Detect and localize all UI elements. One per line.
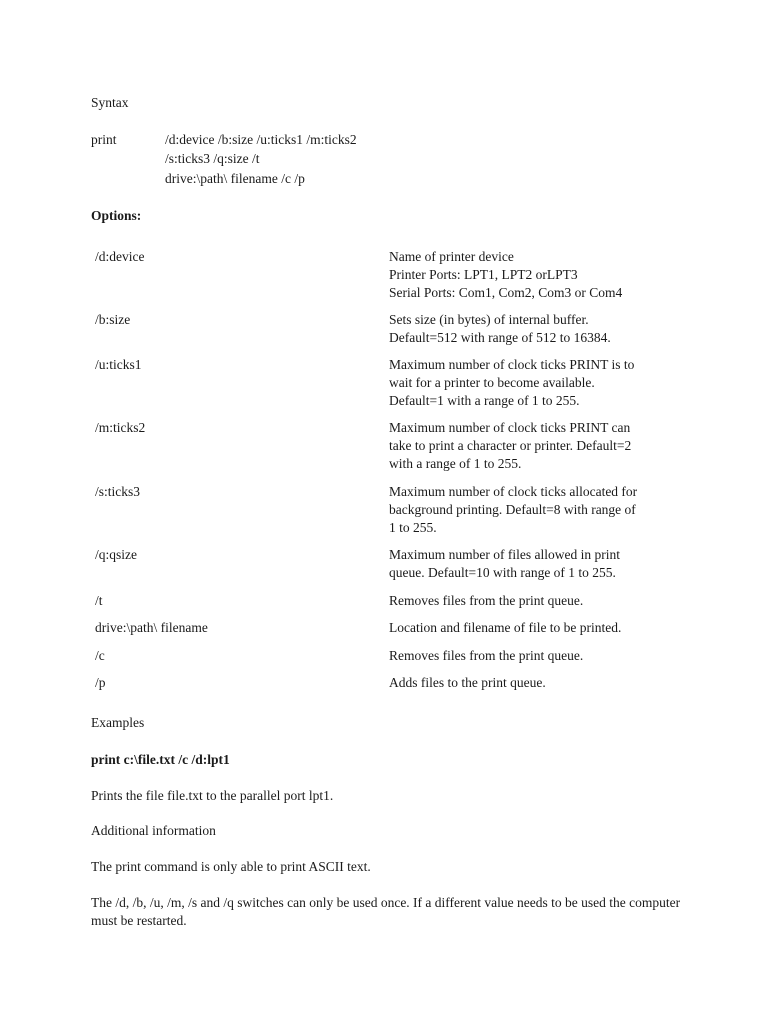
additional-heading: Additional information — [91, 823, 216, 838]
option-desc-line: Maximum number of clock ticks PRINT is to — [389, 357, 635, 372]
option-desc-line: Location and filename of file to be printed. — [389, 620, 622, 635]
option-description — [389, 647, 679, 665]
option-description — [389, 546, 679, 582]
option-param: /c — [95, 648, 105, 663]
option-param: /t — [95, 593, 103, 608]
option-desc-line: Removes files from the print queue. — [389, 648, 584, 663]
option-param: /b:size — [95, 312, 131, 327]
option-desc-line: Default=1 with a range of 1 to 255. — [389, 393, 580, 408]
option-description — [389, 311, 679, 347]
syntax-command: print — [91, 132, 117, 147]
option-desc-line: Maximum number of clock ticks allocated for — [389, 484, 638, 499]
option-desc-line: wait for a printer to become available. — [389, 375, 595, 390]
additional-note-2: The /d, /b, /u, /m, /s and /q switches can only be used once. If a different value needs to be used the computer must be restarted. — [91, 895, 681, 928]
option-desc-line: with a range of 1 to 255. — [389, 456, 522, 471]
option-description — [389, 248, 679, 302]
option-param: drive:\path\ filename — [95, 620, 208, 635]
option-description — [389, 483, 679, 537]
syntax-line-3: drive:\path\ filename /c /p — [165, 171, 305, 186]
syntax-line-2: /s:ticks3 /q:size /t — [165, 151, 260, 166]
option-desc-line: queue. Default=10 with range of 1 to 255. — [389, 565, 616, 580]
syntax-line-1: /d:device /b:size /u:ticks1 /m:ticks2 — [165, 132, 357, 147]
option-desc-line: Removes files from the print queue. — [389, 593, 584, 608]
option-desc-line: Sets size (in bytes) of internal buffer. — [389, 312, 589, 327]
option-param: /p — [95, 675, 106, 690]
option-param: /u:ticks1 — [95, 357, 142, 372]
additional-note-1: The print command is only able to print ASCII text. — [91, 859, 371, 874]
option-description — [389, 619, 679, 637]
syntax-heading: Syntax — [91, 95, 129, 110]
option-desc-line: 1 to 255. — [389, 520, 437, 535]
option-param: /m:ticks2 — [95, 420, 146, 435]
options-heading: Options: — [91, 208, 142, 223]
option-desc-line: Default=512 with range of 512 to 16384. — [389, 330, 611, 345]
option-description — [389, 592, 679, 610]
example-description: Prints the file file.txt to the parallel port lpt1. — [91, 788, 334, 803]
option-desc-line: Name of printer device — [389, 249, 514, 264]
examples-heading: Examples — [91, 715, 145, 730]
option-desc-line: Serial Ports: Com1, Com2, Com3 or Com4 — [389, 285, 623, 300]
option-description — [389, 674, 679, 692]
option-desc-line: background printing. Default=8 with range of — [389, 502, 636, 517]
option-param: /s:ticks3 — [95, 484, 141, 499]
option-param: /d:device — [95, 249, 145, 264]
option-desc-line: take to print a character or printer. Default=2 — [389, 438, 632, 453]
option-desc-line: Adds files to the print queue. — [389, 675, 546, 690]
option-description — [389, 356, 679, 410]
option-desc-line: Printer Ports: LPT1, LPT2 orLPT3 — [389, 267, 578, 282]
option-description — [389, 419, 679, 473]
option-desc-line: Maximum number of files allowed in print — [389, 547, 620, 562]
option-param: /q:qsize — [95, 547, 137, 562]
option-desc-line: Maximum number of clock ticks PRINT can — [389, 420, 631, 435]
example-command: print c:\file.txt /c /d:lpt1 — [91, 752, 230, 767]
